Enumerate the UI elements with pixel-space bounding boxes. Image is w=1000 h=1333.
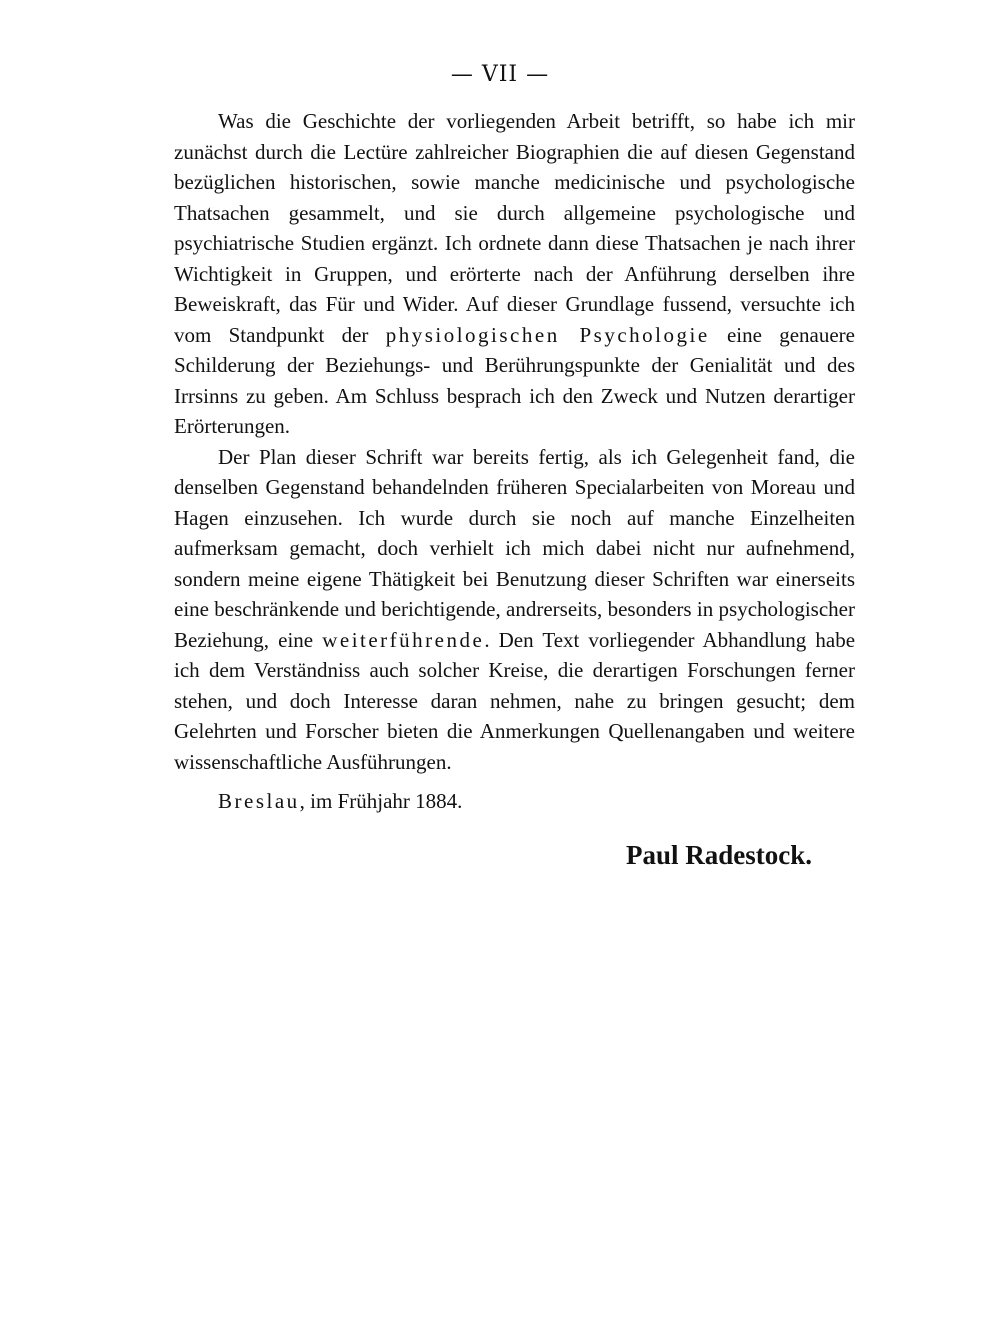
emphasized-text: physiologischen Psychologie	[385, 322, 710, 347]
author-signature: Paul Radestock.	[626, 840, 813, 870]
paragraph-text: Was die Geschichte der vorliegenden Arbeit betrifft, so habe ich mir zunächst durch die Lectüre zahlreicher Biographien die auf diesen Gegenstand bezüglichen historischen, sowie manche medicinische und psychologische Thatsachen gesammelt, und sie durch allgemeine psychologische und psychiatrische Studien ergänzt. Ich ordnete dann diese Thatsachen je nach ihrer Wichtigkeit in Gruppen, und erörterte nach der Anführung derselben ihre Beweiskraft, das Für und Wider. Auf dieser Grundlage fussend, versuchte ich vom Standpunkt der	[174, 109, 855, 347]
paragraph-text: . Den Text vorliegender Abhandlung habe ich dem Verständniss auch solcher Kreise, die derartigen Forschungen ferner stehen, und doch Interesse daran nehmen, nahe zu bringen gesucht; dem Gelehrten und Forscher bieten die Anmerkungen Quellenangaben und weitere wissenschaftliche Ausführungen.	[174, 627, 856, 774]
paragraph-history	[174, 106, 855, 442]
page-number-header: — VII —	[450, 62, 550, 87]
paragraph-text: eine genauere Schilderung der Beziehungs- und Berührungspunkte der Genialität und des Irrsinns zu geben. Am Schluss besprach ich den Zweck und Nutzen derartiger Erörterungen.	[174, 322, 855, 438]
dateline	[218, 789, 462, 814]
dateline-date: , im Frühjahr 1884.	[299, 789, 463, 813]
preface-body	[174, 106, 855, 777]
paragraph-plan	[174, 442, 855, 778]
paragraph-text: Der Plan dieser Schrift war bereits fertig, als ich Gelegenheit fand, die denselben Gegenstand behandelnden früheren Specialarbeiten von Moreau und Hagen einzusehen. Ich wurde durch sie noch auf manche Einzelheiten aufmerksam gemacht, doch verhielt ich mich dabei nicht nur aufnehmend, sondern meine eigene Thätigkeit bei Benutzung dieser Schriften war einerseits eine beschränkende und berichtigende, andrerseits, besonders in psychologischer Beziehung, eine	[174, 444, 855, 652]
emphasized-text: weiterführende	[322, 627, 485, 652]
dateline-place: Breslau	[218, 789, 300, 813]
